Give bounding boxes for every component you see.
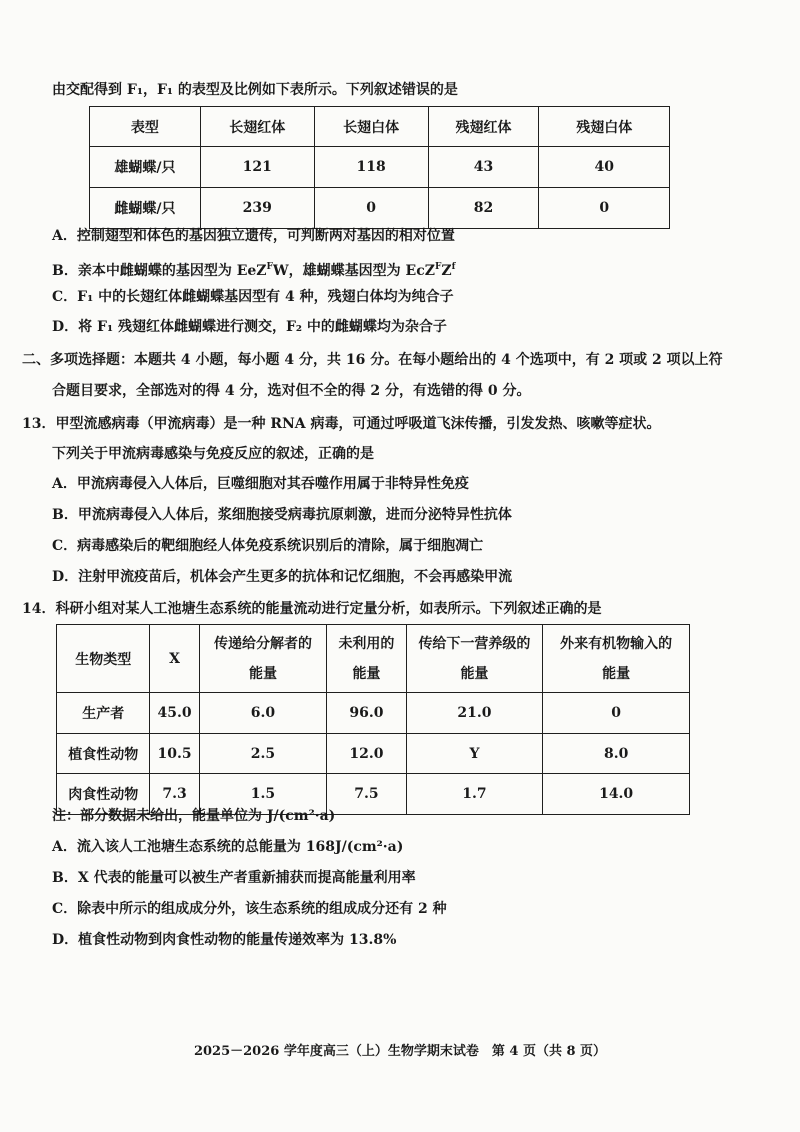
table-cell: 21.0 (406, 693, 543, 734)
q14-stem: 14．科研小组对某人工池塘生态系统的能量流动进行定量分析，如表所示。下列叙述正确的是 (22, 601, 602, 617)
q13-option-c: C．病毒感染后的靶细胞经人体免疫系统识别后的清除，属于细胞凋亡 (52, 538, 484, 554)
intro-line: 由交配得到 F₁，F₁ 的表型及比例如下表所示。下列叙述错误的是 (52, 82, 458, 98)
table-cell: 雄蝴蝶/只 (90, 147, 201, 188)
table-cell: 2.5 (199, 734, 327, 774)
table-cell: 45.0 (150, 693, 199, 734)
table-cell: 雌蝴蝶/只 (90, 188, 201, 229)
table-header-cell: 残翅白体 (539, 107, 670, 147)
table-cell: 96.0 (327, 693, 406, 734)
table-header-cell: 长翅红体 (200, 107, 314, 147)
table-header-cell: 传给下一营养级的 能量 (406, 625, 543, 693)
table-cell: 7.5 (327, 774, 406, 815)
table-row (90, 188, 670, 229)
page-footer: 2025－2026 学年度高三（上）生物学期末试卷 第 4 页（共 8 页） (193, 1044, 607, 1059)
table-header-cell: 表型 (90, 107, 201, 147)
table-cell: 0 (543, 693, 690, 734)
table-header-cell: X (150, 625, 199, 693)
q12-option-b-mid: ，雄蝴蝶基因型为 (288, 263, 406, 279)
table-cell: 12.0 (327, 734, 406, 774)
q12-option-a: A．控制翅型和体色的基因独立遗传，可判断两对基因的相对位置 (52, 228, 455, 244)
table-cell: 0 (314, 188, 428, 229)
table-header-cell: 传递给分解者的 能量 (199, 625, 327, 693)
table-cell: 239 (200, 188, 314, 229)
q14-option-d: D．植食性动物到肉食性动物的能量传递效率为 13.8% (52, 932, 397, 948)
table-header-cell: 残翅红体 (428, 107, 539, 147)
q14-option-c: C．除表中所示的组成成分外，该生态系统的组成成分还有 2 种 (52, 901, 447, 917)
table-cell: 0 (539, 188, 670, 229)
table-cell: 14.0 (543, 774, 690, 815)
q13-stem: 13．甲型流感病毒（甲流病毒）是一种 RNA 病毒，可通过呼吸道飞沫传播，引发发热、咳嗽等症状。 (22, 416, 661, 432)
table-row (90, 147, 670, 188)
table-cell: 生产者 (57, 693, 150, 734)
q13-option-b: B．甲流病毒侵入人体后，浆细胞接受病毒抗原刺激，进而分泌特异性抗体 (52, 507, 512, 523)
phenotype-table (89, 106, 670, 229)
table-cell: 82 (428, 188, 539, 229)
energy-flow-table (56, 624, 690, 815)
table-cell: 植食性动物 (57, 734, 150, 774)
table-cell: 118 (314, 147, 428, 188)
table-cell: 10.5 (150, 734, 199, 774)
table-cell: 1.5 (199, 774, 327, 815)
table-header-cell: 生物类型 (57, 625, 150, 693)
table-row (57, 734, 690, 774)
table-header-cell: 长翅白体 (314, 107, 428, 147)
table-cell: 121 (200, 147, 314, 188)
table-cell: 1.7 (406, 774, 543, 815)
table-cell: 43 (428, 147, 539, 188)
table-cell: 8.0 (543, 734, 690, 774)
table-header-cell: 外来有机物输入的 能量 (543, 625, 690, 693)
table-cell: 7.3 (150, 774, 199, 815)
q13-option-a: A．甲流病毒侵入人体后，巨噬细胞对其吞噬作用属于非特异性免疫 (52, 476, 469, 492)
q14-option-a: A．流入该人工池塘生态系统的总能量为 168J/(cm²·a) (52, 839, 404, 855)
q12-option-b: B．亲本中雌蝴蝶的基因型为 EeZ$^F$W，雄蝴蝶基因型为 $EcZ^FZ^f$ (52, 262, 456, 279)
table-cell: 6.0 (199, 693, 327, 734)
table-cell: 40 (539, 147, 670, 188)
table-cell: 肉食性动物 (57, 774, 150, 815)
q12-option-c: C．F₁ 中的长翅红体雌蝴蝶基因型有 4 种，残翅白体均为纯合子 (52, 289, 454, 305)
section-2-instructions-cont: 合题目要求，全部选对的得 4 分，选对但不全的得 2 分，有选错的得 0 分。 (52, 383, 531, 399)
q13-option-d: D．注射甲流疫苗后，机体会产生更多的抗体和记忆细胞，不会再感染甲流 (52, 569, 513, 585)
section-2-instructions: 二、多项选择题：本题共 4 小题，每小题 4 分，共 16 分。在每小题给出的 4 个选项中，有 2 项或 2 项以上符 (22, 352, 723, 368)
table-header-cell: 未利用的 能量 (327, 625, 406, 693)
q12-option-d: D．将 F₁ 残翅红体雌蝴蝶进行测交，F₂ 中的雌蝴蝶均为杂合子 (52, 319, 447, 335)
q12-option-b-text: B．亲本中雌蝴蝶的基因型为 (52, 263, 237, 279)
q13-stem-cont: 下列关于甲流病毒感染与免疫反应的叙述，正确的是 (52, 446, 374, 462)
q14-table-note: 注：部分数据未给出，能量单位为 J/(cm²·a) (52, 808, 336, 824)
table-cell: Y (406, 734, 543, 774)
table-row (57, 693, 690, 734)
q14-option-b: B．X 代表的能量可以被生产者重新捕获而提高能量利用率 (52, 870, 416, 886)
